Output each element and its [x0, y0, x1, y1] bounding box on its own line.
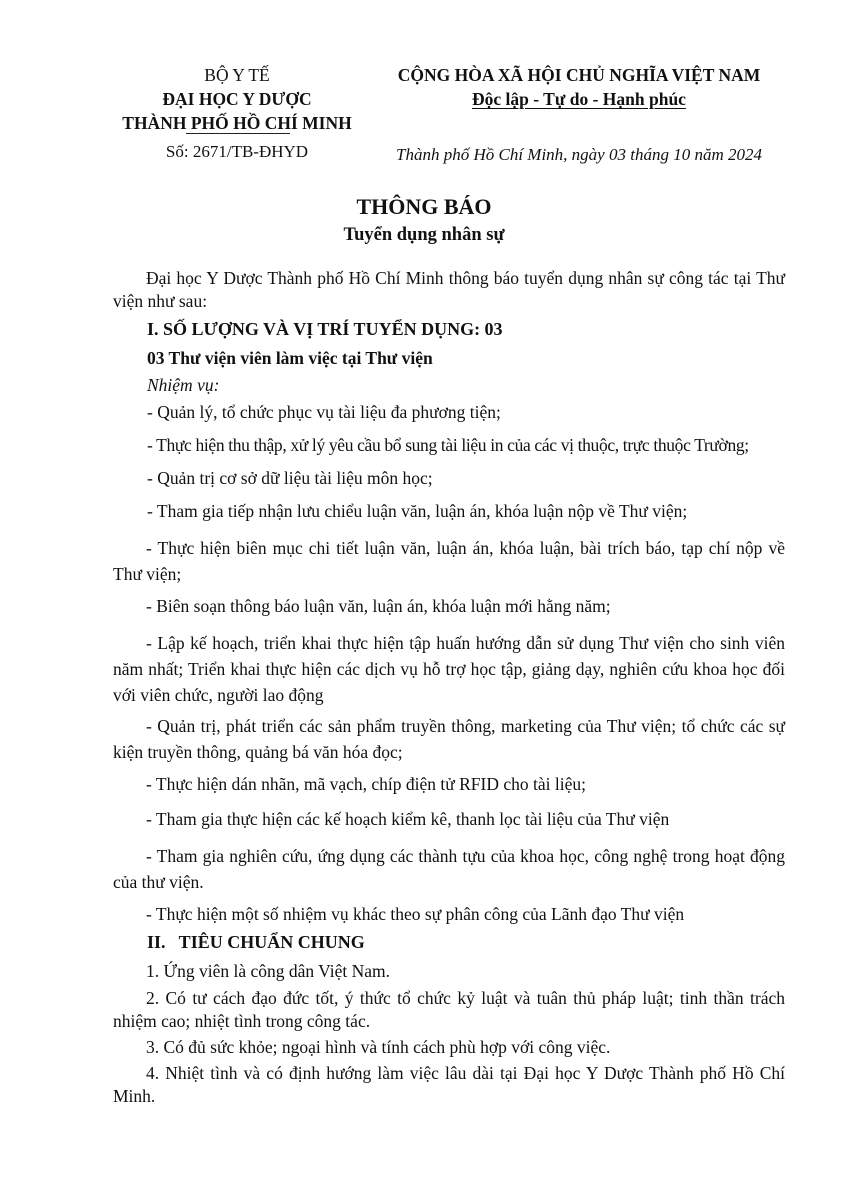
position-title: 03 Thư viện viên làm việc tại Thư viện	[147, 348, 433, 368]
university-name-line2: THÀNH PHỐ HỒ CHÍ MINH	[122, 113, 352, 133]
intro-paragraph: Đại học Y Dược Thành phố Hồ Chí Minh thông báo tuyển dụng nhân sự công tác tại Thư viện như sau:	[113, 268, 785, 311]
issuer-block	[112, 63, 362, 164]
ministry-name: BỘ Y TẾ	[204, 65, 270, 85]
section2-heading: II. TIÊU CHUẨN CHUNG	[147, 932, 365, 952]
duties-label: Nhiệm vụ:	[147, 375, 220, 395]
document-title: THÔNG BÁO	[356, 194, 492, 219]
criteria-item: 1. Ứng viên là công dân Việt Nam.	[146, 961, 391, 981]
duty-item: - Quản trị, phát triển các sản phẩm truyền thông, marketing của Thư viện; tổ chức các sự kiện truyền thông, quảng bá văn hóa đọc;	[113, 716, 785, 762]
duty-item: - Thực hiện một số nhiệm vụ khác theo sự phân công của Lãnh đạo Thư viện	[146, 904, 685, 924]
section1-heading: I. SỐ LƯỢNG VÀ VỊ TRÍ TUYỂN DỤNG: 03	[147, 319, 503, 339]
duty-item: - Quản trị cơ sở dữ liệu tài liệu môn học;	[147, 468, 433, 488]
criteria-item: 3. Có đủ sức khỏe; ngoại hình và tính cách phù hợp với công việc.	[146, 1037, 611, 1057]
duty-item: - Tham gia thực hiện các kế hoạch kiểm kê, thanh lọc tài liệu của Thư viện	[146, 809, 670, 829]
national-motto	[372, 87, 786, 111]
national-header	[372, 63, 786, 111]
university-name-line1: ĐẠI HỌC Y DƯỢC	[162, 89, 312, 109]
duty-item: - Quản lý, tổ chức phục vụ tài liệu đa phương tiện;	[147, 402, 501, 422]
document-subtitle: Tuyển dụng nhân sự	[343, 225, 505, 245]
duty-item: - Tham gia nghiên cứu, ứng dụng các thành tựu của khoa học, công nghệ trong hoạt động của thư viện.	[113, 846, 785, 892]
duty-item: - Thực hiện biên mục chi tiết luận văn, luận án, khóa luận, bài trích báo, tạp chí nộp về Thư viện;	[113, 538, 785, 584]
criteria-item: 2. Có tư cách đạo đức tốt, ý thức tổ chức kỷ luật và tuân thủ pháp luật; tinh thần trách nhiệm cao; nhiệt tình trong công tác.	[113, 988, 785, 1031]
duty-item: - Tham gia tiếp nhận lưu chiểu luận văn, luận án, khóa luận nộp về Thư viện;	[147, 501, 688, 521]
duty-item: - Lập kế hoạch, triển khai thực hiện tập huấn hướng dẫn sử dụng Thư viện cho sinh viên năm nhất; Triển khai thực hiện các dịch vụ hỗ trợ học tập, giảng dạy, nghiên cứu khoa học đối với viên chức, người lao động	[113, 633, 785, 705]
motto-text: Độc lập - Tự do - Hạnh phúc	[472, 89, 686, 109]
duty-item: - Thực hiện thu thập, xử lý yêu cầu bổ sung tài liệu in của các vị thuộc, trực thuộc Trường;	[147, 435, 749, 455]
criteria-item: 4. Nhiệt tình và có định hướng làm việc lâu dài tại Đại học Y Dược Thành phố Hồ Chí Minh.	[113, 1063, 785, 1106]
document-number: Số: 2671/TB-ĐHYD	[165, 142, 309, 161]
duty-item: - Biên soạn thông báo luận văn, luận án, khóa luận mới hằng năm;	[146, 596, 611, 616]
nation-name: CỘNG HÒA XÃ HỘI CHỦ NGHĨA VIỆT NAM	[397, 65, 761, 85]
place-date: Thành phố Hồ Chí Minh, ngày 03 tháng 10 năm 2024	[396, 145, 762, 164]
duty-item: - Thực hiện dán nhãn, mã vạch, chíp điện tử RFID cho tài liệu;	[146, 774, 586, 794]
issuer-underline	[186, 133, 290, 134]
